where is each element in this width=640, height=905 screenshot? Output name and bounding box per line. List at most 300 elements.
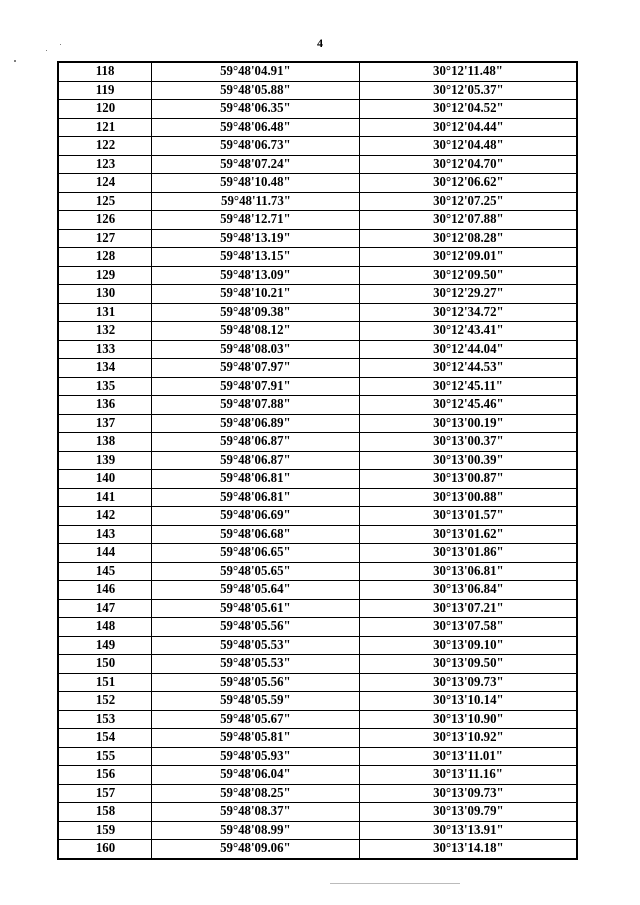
longitude-value: 30°13'06.84": [432, 582, 504, 598]
latitude-cell: [152, 581, 360, 600]
latitude-cell: [152, 599, 360, 618]
scan-speck: [46, 50, 47, 51]
page-number: 4: [317, 36, 323, 50]
longitude-value: 30°13'09.73": [432, 785, 504, 801]
latitude-cell: [152, 803, 360, 822]
point-number-value: 146: [95, 582, 115, 598]
latitude-value: 59°48'04.91": [220, 64, 291, 80]
point-number-value: 160: [95, 841, 115, 857]
point-number-value: 137: [95, 415, 115, 431]
table-row: [58, 655, 577, 674]
latitude-value: 59°48'10.48": [220, 175, 291, 191]
table-row: [58, 248, 577, 267]
latitude-cell: [152, 192, 360, 211]
longitude-value: 30°12'44.53": [432, 360, 504, 376]
longitude-cell: [360, 599, 578, 618]
latitude-value: 59°48'05.56": [220, 619, 291, 635]
longitude-cell: [360, 322, 578, 341]
table-row: [58, 692, 577, 711]
latitude-value: 59°48'05.56": [220, 674, 291, 690]
longitude-cell: [360, 174, 578, 193]
table-row: [58, 414, 577, 433]
point-number-value: 138: [95, 434, 115, 450]
point-number-cell: [58, 285, 152, 304]
latitude-value: 59°48'07.88": [220, 397, 291, 413]
latitude-value: 59°48'13.09": [220, 267, 291, 283]
latitude-cell: [152, 100, 360, 119]
latitude-value: 59°48'13.15": [220, 249, 291, 265]
latitude-value: 59°48'06.81": [220, 489, 291, 505]
longitude-value: 30°13'10.14": [432, 693, 504, 709]
longitude-cell: [360, 266, 578, 285]
longitude-value: 30°13'14.18": [432, 841, 504, 857]
table-row: [58, 507, 577, 526]
point-number-cell: [58, 507, 152, 526]
point-number-value: 155: [95, 748, 115, 764]
latitude-value: 59°48'05.88": [220, 82, 291, 98]
point-number-value: 127: [95, 230, 115, 246]
point-number-cell: [58, 803, 152, 822]
longitude-cell: [360, 340, 578, 359]
latitude-cell: [152, 396, 360, 415]
longitude-cell: [360, 451, 578, 470]
point-number-cell: [58, 248, 152, 267]
latitude-value: 59°48'08.99": [220, 822, 291, 838]
table-row: [58, 377, 577, 396]
longitude-value: 30°13'00.37": [432, 434, 504, 450]
longitude-cell: [360, 692, 578, 711]
table-row: [58, 266, 577, 285]
longitude-value: 30°12'07.88": [432, 212, 504, 228]
point-number-value: 118: [95, 64, 115, 80]
point-number-cell: [58, 544, 152, 563]
latitude-value: 59°48'07.97": [220, 360, 291, 376]
latitude-value: 59°48'07.91": [220, 378, 291, 394]
longitude-cell: [360, 81, 578, 100]
latitude-value: 59°48'05.93": [220, 748, 291, 764]
longitude-cell: [360, 562, 578, 581]
table-row: [58, 618, 577, 637]
latitude-cell: [152, 211, 360, 230]
latitude-value: 59°48'06.65": [220, 545, 291, 561]
table-row: [58, 544, 577, 563]
point-number-value: 120: [95, 101, 115, 117]
longitude-value: 30°13'01.86": [432, 545, 504, 561]
table-row: [58, 562, 577, 581]
longitude-cell: [360, 377, 578, 396]
point-number-value: 124: [95, 175, 115, 191]
longitude-value: 30°13'13.91": [432, 822, 504, 838]
longitude-value: 30°13'09.10": [432, 637, 504, 653]
table-row: [58, 710, 577, 729]
point-number-cell: [58, 303, 152, 322]
latitude-cell: [152, 414, 360, 433]
longitude-cell: [360, 803, 578, 822]
latitude-value: 59°48'09.06": [220, 841, 291, 857]
point-number-value: 154: [95, 730, 115, 746]
point-number-value: 145: [95, 563, 115, 579]
latitude-cell: [152, 359, 360, 378]
longitude-value: 30°12'06.62": [432, 175, 504, 191]
point-number-value: 125: [95, 193, 115, 209]
latitude-value: 59°48'06.69": [220, 508, 291, 524]
table-row: [58, 100, 577, 119]
point-number-cell: [58, 81, 152, 100]
latitude-cell: [152, 118, 360, 137]
point-number-value: 126: [95, 212, 115, 228]
latitude-value: 59°48'05.64": [220, 582, 291, 598]
point-number-cell: [58, 414, 152, 433]
point-number-value: 152: [95, 693, 115, 709]
latitude-value: 59°48'07.24": [220, 156, 291, 172]
coordinates-table: [57, 61, 578, 860]
table-row: [58, 840, 577, 859]
point-number-cell: [58, 396, 152, 415]
latitude-value: 59°48'06.87": [220, 434, 291, 450]
latitude-value: 59°48'11.73": [220, 193, 291, 209]
latitude-cell: [152, 636, 360, 655]
latitude-cell: [152, 451, 360, 470]
point-number-cell: [58, 174, 152, 193]
latitude-value: 59°48'05.59": [220, 693, 291, 709]
point-number-value: 142: [95, 508, 115, 524]
longitude-cell: [360, 507, 578, 526]
point-number-cell: [58, 710, 152, 729]
point-number-cell: [58, 488, 152, 507]
table-row: [58, 174, 577, 193]
table-row: [58, 322, 577, 341]
latitude-value: 59°48'08.25": [220, 785, 291, 801]
latitude-cell: [152, 248, 360, 267]
table-row: [58, 137, 577, 156]
point-number-value: 147: [95, 600, 115, 616]
longitude-cell: [360, 581, 578, 600]
table-row: [58, 396, 577, 415]
table-row: [58, 81, 577, 100]
point-number-value: 143: [95, 526, 115, 542]
table-row: [58, 192, 577, 211]
point-number-cell: [58, 377, 152, 396]
latitude-value: 59°48'06.89": [220, 415, 291, 431]
latitude-value: 59°48'12.71": [220, 212, 291, 228]
longitude-value: 30°13'10.92": [432, 730, 504, 746]
longitude-cell: [360, 433, 578, 452]
latitude-cell: [152, 322, 360, 341]
point-number-cell: [58, 266, 152, 285]
point-number-value: 151: [95, 674, 115, 690]
point-number-cell: [58, 118, 152, 137]
point-number-value: 128: [95, 249, 115, 265]
table-row: [58, 211, 577, 230]
latitude-cell: [152, 285, 360, 304]
longitude-value: 30°12'04.70": [432, 156, 504, 172]
coordinates-table-body: [58, 62, 577, 859]
longitude-cell: [360, 710, 578, 729]
longitude-cell: [360, 618, 578, 637]
longitude-cell: [360, 525, 578, 544]
longitude-value: 30°13'00.19": [432, 415, 504, 431]
point-number-cell: [58, 470, 152, 489]
longitude-value: 30°12'09.50": [432, 267, 504, 283]
table-row: [58, 525, 577, 544]
latitude-cell: [152, 62, 360, 81]
table-row: [58, 118, 577, 137]
point-number-cell: [58, 747, 152, 766]
longitude-cell: [360, 396, 578, 415]
longitude-cell: [360, 544, 578, 563]
longitude-value: 30°12'29.27": [432, 286, 504, 302]
point-number-value: 121: [95, 119, 115, 135]
point-number-cell: [58, 673, 152, 692]
point-number-value: 141: [95, 489, 115, 505]
latitude-cell: [152, 155, 360, 174]
longitude-value: 30°12'04.52": [432, 101, 504, 117]
latitude-cell: [152, 266, 360, 285]
latitude-value: 59°48'05.65": [220, 563, 291, 579]
longitude-cell: [360, 470, 578, 489]
table-row: [58, 636, 577, 655]
latitude-value: 59°48'06.04": [220, 767, 291, 783]
longitude-cell: [360, 747, 578, 766]
longitude-value: 30°12'44.04": [432, 341, 504, 357]
longitude-cell: [360, 840, 578, 859]
latitude-value: 59°48'06.73": [220, 138, 291, 154]
latitude-cell: [152, 470, 360, 489]
latitude-cell: [152, 525, 360, 544]
point-number-value: 150: [95, 656, 115, 672]
longitude-cell: [360, 285, 578, 304]
longitude-cell: [360, 229, 578, 248]
table-row: [58, 340, 577, 359]
longitude-cell: [360, 414, 578, 433]
point-number-cell: [58, 581, 152, 600]
point-number-value: 140: [95, 471, 115, 487]
latitude-value: 59°48'13.19": [220, 230, 291, 246]
longitude-value: 30°13'11.01": [433, 748, 503, 764]
point-number-value: 139: [95, 452, 115, 468]
table-row: [58, 673, 577, 692]
latitude-value: 59°48'06.87": [220, 452, 291, 468]
latitude-value: 59°48'06.35": [220, 101, 291, 117]
longitude-value: 30°12'04.48": [432, 138, 504, 154]
table-row: [58, 303, 577, 322]
point-number-value: 136: [95, 397, 115, 413]
longitude-value: 30°12'07.25": [432, 193, 504, 209]
latitude-cell: [152, 729, 360, 748]
point-number-value: 149: [95, 637, 115, 653]
latitude-value: 59°48'10.21": [220, 286, 291, 302]
longitude-value: 30°12'43.41": [432, 323, 504, 339]
latitude-cell: [152, 137, 360, 156]
longitude-cell: [360, 62, 578, 81]
point-number-cell: [58, 433, 152, 452]
point-number-cell: [58, 192, 152, 211]
latitude-value: 59°48'08.37": [220, 804, 291, 820]
latitude-cell: [152, 340, 360, 359]
latitude-cell: [152, 618, 360, 637]
latitude-value: 59°48'08.12": [220, 323, 291, 339]
table-row: [58, 784, 577, 803]
point-number-cell: [58, 636, 152, 655]
table-row: [58, 470, 577, 489]
point-number-value: 129: [95, 267, 115, 283]
longitude-cell: [360, 729, 578, 748]
longitude-value: 30°13'00.39": [432, 452, 504, 468]
scan-speck: [60, 44, 61, 45]
point-number-cell: [58, 137, 152, 156]
table-row: [58, 285, 577, 304]
latitude-cell: [152, 433, 360, 452]
point-number-cell: [58, 655, 152, 674]
latitude-cell: [152, 766, 360, 785]
table-row: [58, 433, 577, 452]
table-row: [58, 488, 577, 507]
latitude-cell: [152, 488, 360, 507]
longitude-value: 30°13'09.50": [432, 656, 504, 672]
table-row: [58, 821, 577, 840]
point-number-cell: [58, 599, 152, 618]
point-number-value: 123: [95, 156, 115, 172]
point-number-value: 130: [95, 286, 115, 302]
latitude-value: 59°48'05.53": [220, 637, 291, 653]
latitude-cell: [152, 81, 360, 100]
longitude-value: 30°13'07.58": [432, 619, 504, 635]
latitude-cell: [152, 544, 360, 563]
latitude-value: 59°48'05.53": [220, 656, 291, 672]
latitude-cell: [152, 821, 360, 840]
point-number-value: 133: [95, 341, 115, 357]
longitude-value: 30°13'07.21": [432, 600, 504, 616]
longitude-cell: [360, 636, 578, 655]
table-row: [58, 359, 577, 378]
latitude-cell: [152, 784, 360, 803]
point-number-value: 157: [95, 785, 115, 801]
scan-speck: [14, 60, 16, 62]
table-row: [58, 729, 577, 748]
longitude-cell: [360, 303, 578, 322]
table-row: [58, 62, 577, 81]
point-number-cell: [58, 562, 152, 581]
longitude-value: 30°13'09.73": [432, 674, 504, 690]
point-number-value: 144: [95, 545, 115, 561]
point-number-cell: [58, 618, 152, 637]
table-row: [58, 599, 577, 618]
longitude-value: 30°12'04.44": [432, 119, 504, 135]
longitude-cell: [360, 137, 578, 156]
longitude-cell: [360, 655, 578, 674]
latitude-cell: [152, 303, 360, 322]
point-number-cell: [58, 692, 152, 711]
table-row: [58, 581, 577, 600]
point-number-cell: [58, 359, 152, 378]
latitude-value: 59°48'06.68": [220, 526, 291, 542]
longitude-cell: [360, 784, 578, 803]
point-number-value: 135: [95, 378, 115, 394]
scan-edge-line: [330, 883, 460, 884]
point-number-value: 119: [95, 82, 115, 98]
table-row: [58, 451, 577, 470]
longitude-cell: [360, 155, 578, 174]
table-row: [58, 766, 577, 785]
longitude-cell: [360, 673, 578, 692]
latitude-cell: [152, 229, 360, 248]
table-row: [58, 803, 577, 822]
point-number-value: 131: [95, 304, 115, 320]
latitude-cell: [152, 692, 360, 711]
latitude-value: 59°48'06.48": [220, 119, 291, 135]
latitude-value: 59°48'06.81": [220, 471, 291, 487]
point-number-cell: [58, 229, 152, 248]
table-row: [58, 155, 577, 174]
latitude-cell: [152, 507, 360, 526]
point-number-value: 156: [95, 767, 115, 783]
longitude-value: 30°13'01.57": [432, 508, 504, 524]
longitude-cell: [360, 248, 578, 267]
longitude-value: 30°13'10.90": [432, 711, 504, 727]
point-number-cell: [58, 784, 152, 803]
latitude-cell: [152, 377, 360, 396]
point-number-value: 148: [95, 619, 115, 635]
longitude-value: 30°13'09.79": [432, 804, 504, 820]
point-number-value: 158: [95, 804, 115, 820]
point-number-value: 153: [95, 711, 115, 727]
latitude-cell: [152, 174, 360, 193]
point-number-cell: [58, 100, 152, 119]
longitude-cell: [360, 192, 578, 211]
point-number-cell: [58, 451, 152, 470]
point-number-cell: [58, 729, 152, 748]
latitude-cell: [152, 747, 360, 766]
longitude-cell: [360, 211, 578, 230]
longitude-value: 30°13'00.88": [432, 489, 504, 505]
point-number-value: 159: [95, 822, 115, 838]
point-number-cell: [58, 821, 152, 840]
latitude-cell: [152, 562, 360, 581]
latitude-cell: [152, 673, 360, 692]
latitude-cell: [152, 710, 360, 729]
longitude-value: 30°13'06.81": [432, 563, 504, 579]
latitude-value: 59°48'05.81": [220, 730, 291, 746]
latitude-cell: [152, 840, 360, 859]
point-number-value: 134: [95, 360, 115, 376]
latitude-value: 59°48'05.61": [220, 600, 291, 616]
longitude-value: 30°12'05.37": [432, 82, 504, 98]
longitude-value: 30°12'08.28": [432, 230, 504, 246]
longitude-value: 30°12'11.48": [433, 64, 503, 80]
longitude-cell: [360, 821, 578, 840]
longitude-cell: [360, 118, 578, 137]
point-number-cell: [58, 840, 152, 859]
longitude-value: 30°13'01.62": [432, 526, 504, 542]
point-number-cell: [58, 340, 152, 359]
point-number-cell: [58, 322, 152, 341]
point-number-cell: [58, 211, 152, 230]
point-number-cell: [58, 766, 152, 785]
point-number-cell: [58, 155, 152, 174]
latitude-value: 59°48'09.38": [220, 304, 291, 320]
table-row: [58, 747, 577, 766]
point-number-value: 122: [95, 138, 115, 154]
table-row: [58, 229, 577, 248]
longitude-cell: [360, 359, 578, 378]
longitude-cell: [360, 766, 578, 785]
point-number-cell: [58, 525, 152, 544]
latitude-value: 59°48'05.67": [220, 711, 291, 727]
point-number-value: 132: [95, 323, 115, 339]
point-number-cell: [58, 62, 152, 81]
longitude-value: 30°12'45.46": [432, 397, 504, 413]
longitude-cell: [360, 100, 578, 119]
